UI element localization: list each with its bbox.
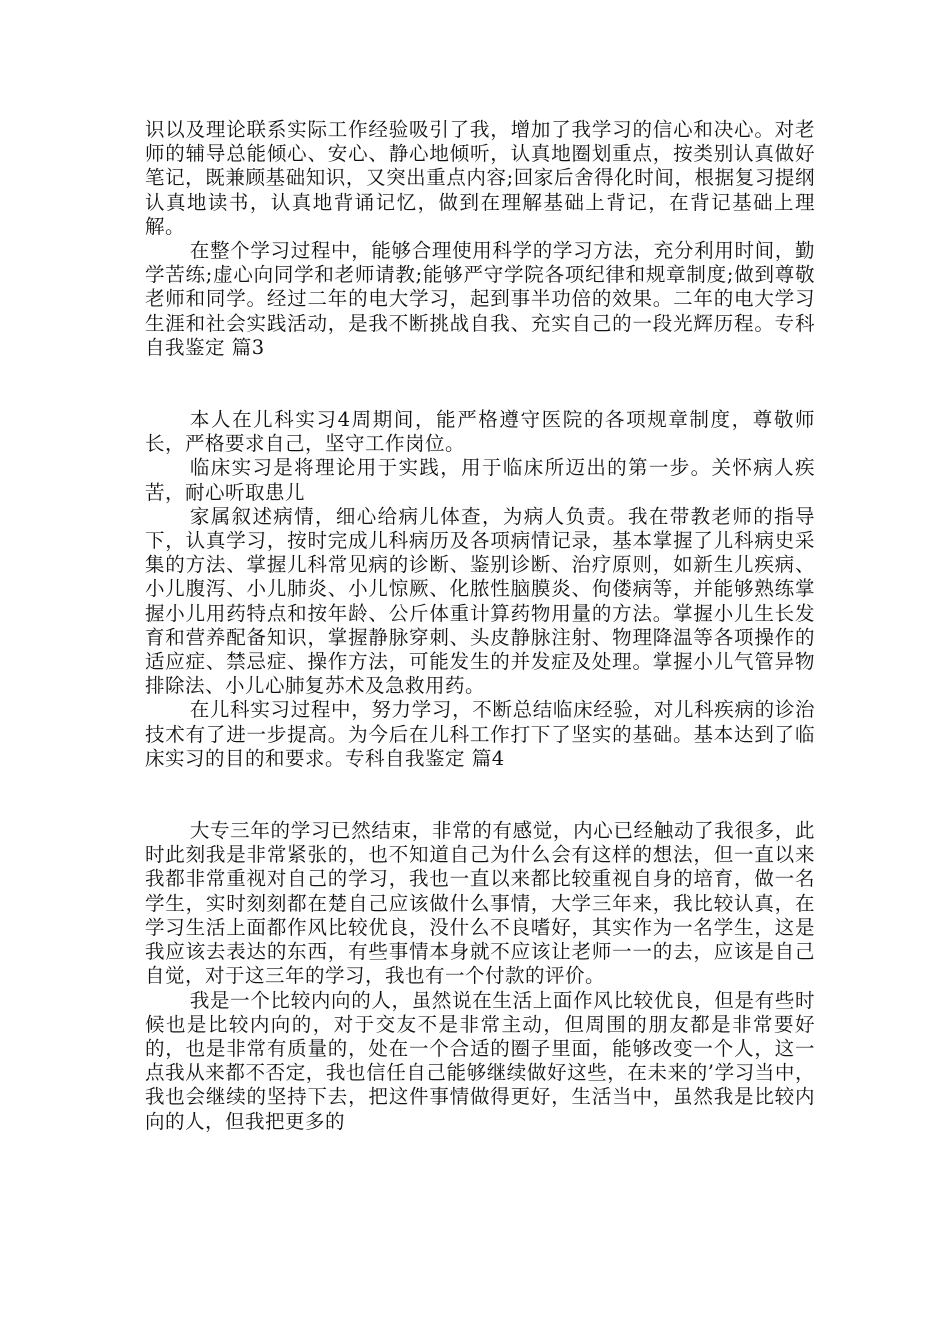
paragraph-continued: 识以及理论联系实际工作经验吸引了我，增加了我学习的信心和决心。对老师的辅导总能倾心、安心、静心地倾听，认真地圈划重点，按类别认真做好笔记，既兼顾基础知识，又突出重点内容;回家后舍得化时间，根据复习提纲认真地读书，认真地背诵记忆，做到在理解基础上背记，在背记基础上理解。	[145, 118, 815, 238]
paragraph: 家属叙述病情，细心给病儿体查，为病人负责。我在带教老师的指导下，认真学习，按时完成儿科病历及各项病情记录，基本掌握了儿科病史采集的方法、掌握儿科常见病的诊断、鉴别诊断、治疗原则，如新生儿疾病、小儿腹泻、小儿肺炎、小儿惊厥、化脓性脑膜炎、佝偻病等，并能够熟练掌握小儿用药特点和按年龄、公斤体重计算药物用量的方法。掌握小儿生长发育和营养配备知识，掌握静脉穿刺、头皮静脉注射、物理降温等各项操作的适应症、禁忌症、操作方法，可能发生的并发症及处理。掌握小儿气管异物排除法、小儿心肺复苏术及急救用药。	[145, 504, 815, 698]
paragraph: 本人在儿科实习4周期间，能严格遵守医院的各项规章制度，尊敬师长，严格要求自己，坚守工作岗位。	[145, 408, 815, 456]
paragraph: 在儿科实习过程中，努力学习，不断总结临床经验，对儿科疾病的诊治技术有了进一步提高。为今后在儿科工作打下了坚实的基础。基本达到了临床实习的目的和要求。专科自我鉴定 篇4	[145, 698, 815, 770]
paragraph: 临床实习是将理论用于实践，用于临床所迈出的第一步。关怀病人疾苦，耐心听取患儿	[145, 456, 815, 504]
section-gap	[145, 360, 815, 408]
paragraph: 大专三年的学习已然结束，非常的有感觉，内心已经触动了我很多，此时此刻我是非常紧张的，也不知道自己为什么会有这样的想法，但一直以来我都非常重视对自己的学习，我也一直以来都比较重视自身的培育，做一名学生，实时刻刻都在楚自己应该做什么事情，大学三年来，我比较认真，在学习生活上面都作风比较优良，没什么不良嗜好，其实作为一名学生，这是我应该去表达的东西，有些事情本身就不应该让老师一一的去，应该是自己自觉，对于这三年的学习，我也有一个付款的评价。	[145, 819, 815, 988]
section-gap	[145, 771, 815, 819]
document-body	[145, 118, 815, 1134]
paragraph: 我是一个比较内向的人，虽然说在生活上面作风比较优良，但是有些时候也是比较内向的，对于交友不是非常主动，但周围的朋友都是非常要好的，也是非常有质量的，处在一个合适的圈子里面，能够改变一个人，这一点我从来都不否定，我也信任自己能够继续做好这些，在未来的’学习当中，我也会继续的坚持下去，把这件事情做得更好，生活当中，虽然我是比较内向的人，但我把更多的	[145, 988, 815, 1133]
paragraph: 在整个学习过程中，能够合理使用科学的学习方法，充分利用时间，勤学苦练;虚心向同学和老师请教;能够严守学院各项纪律和规章制度;做到尊敬老师和同学。经过二年的电大学习，起到事半功倍的效果。二年的电大学习生涯和社会实践活动，是我不断挑战自我、充实自己的一段光辉历程。专科自我鉴定 篇3	[145, 239, 815, 359]
